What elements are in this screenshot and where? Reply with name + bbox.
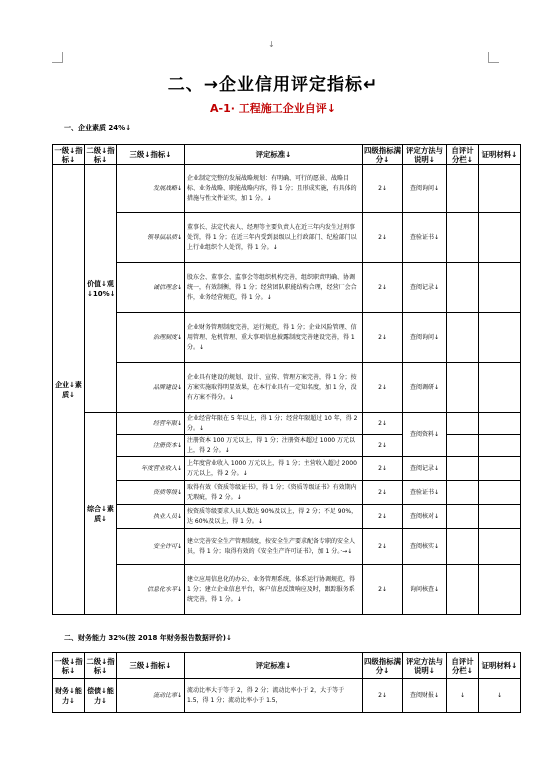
- table-header-row: [53, 653, 521, 679]
- evidence-cell: [479, 481, 521, 505]
- method-cell: 查阅调研↓: [403, 363, 447, 413]
- self-score-cell: [447, 263, 479, 313]
- evidence-cell: [479, 435, 521, 457]
- col-header: 一级↓指标↓: [54, 145, 83, 164]
- self-score-cell: ↓: [447, 679, 479, 713]
- score-cell: 2↓: [363, 363, 403, 413]
- method-cell: 查阅询问↓: [403, 313, 447, 363]
- level3-cell: 信息化水平↓: [117, 565, 185, 615]
- col-header: 评定标准↓: [185, 145, 363, 165]
- method-cell: 查阅询问↓: [403, 165, 447, 213]
- method-cell: 查阅记录↓: [403, 457, 447, 481]
- evidence-cell: [479, 457, 521, 481]
- score-cell: 2↓: [363, 435, 403, 457]
- method-cell: 查阅资料↓: [403, 413, 447, 457]
- score-cell: 2↓: [363, 213, 403, 263]
- col-header: 二级↓指标↓: [85, 653, 117, 679]
- col-header: 二级↓指标↓: [86, 145, 115, 164]
- level1-cell: 企业↓素质↓: [53, 165, 85, 615]
- evidence-cell: [479, 165, 521, 213]
- criteria-table-1: [52, 144, 521, 615]
- self-score-cell: [447, 457, 479, 481]
- level2-cell: 价值↓观↓10%↓: [85, 165, 117, 413]
- level3-cell: 经营年限↓: [117, 413, 185, 435]
- level2-cell: 偿债↓能力↓: [85, 679, 117, 713]
- self-score-cell: [447, 213, 479, 263]
- standard-cell: 按资质等级要求人员人数达 90%及以上，得 2 分；不足 90%，达 60%及以上，得 1 分。↓: [185, 505, 363, 529]
- col-header: 自评计分栏↓: [447, 653, 479, 679]
- table-row: [53, 263, 521, 313]
- self-score-cell: [447, 413, 479, 435]
- col-header: 评定方法与说明↓: [403, 145, 447, 165]
- evidence-cell: [479, 529, 521, 565]
- col-header: 评定方法与说明↓: [403, 653, 447, 679]
- standard-cell: 企业具有建设的规划、设计、宣传、管理方案完善，得 1 分；按方案实施取得明显效果，在本行业具有一定知名度，加 1 分，没有方案不得分。↓: [185, 363, 363, 413]
- method-cell: 查阅核实↓: [403, 529, 447, 565]
- header-mark: ↓: [268, 40, 275, 49]
- evidence-cell: ↓: [479, 679, 521, 713]
- evidence-cell: [479, 213, 521, 263]
- criteria-table-2: [52, 652, 521, 713]
- col-header: 证明材料↓: [479, 653, 521, 679]
- level3-cell: 领导层品质↓: [117, 213, 185, 263]
- level3-cell: 资质等级↓: [117, 481, 185, 505]
- evidence-cell: [479, 413, 521, 435]
- level3-cell: 流动比率↓: [117, 679, 185, 713]
- standard-cell: 股东会、董事会、监事会等组织机构完善，组织职责明确、协调统一，有效制衡，得 1 分；经营团队职能结构合理，经营厂会合作，业务经营规范，得 1 分。↓: [185, 263, 363, 313]
- level3-cell: 发展战略↓: [117, 165, 185, 213]
- standard-cell: 注册资本 100 万元以上，得 1 分；注册资本超过 1000 万元以上，得 2 分。↓: [185, 435, 363, 457]
- score-cell: 2↓: [363, 413, 403, 435]
- table-row: [53, 505, 521, 529]
- method-cell: 询问核查↓: [403, 565, 447, 615]
- score-cell: 2↓: [363, 481, 403, 505]
- method-cell: 查阅财报↓: [403, 679, 447, 713]
- table-row: [53, 213, 521, 263]
- self-score-cell: [447, 481, 479, 505]
- evidence-cell: [479, 313, 521, 363]
- level3-cell: 诚信理念↓: [117, 263, 185, 313]
- standard-cell: 企业制定完整的发展战略规划：有明确、可行的愿景、战略目标、业务战略、职能战略内容，得 1 分；且形成实施，有具体的措施与性文件证实，加 1 分。↓: [185, 165, 363, 213]
- score-cell: 2↓: [363, 313, 403, 363]
- table-row: [53, 413, 521, 435]
- method-cell: 查验证书↓: [403, 481, 447, 505]
- standard-cell: 上年度营业收入 1000 万元以上，得 1 分；主营收入超过 2000 万元以上，得 2 分。↓: [185, 457, 363, 481]
- standard-cell: 建立应用信息化的办公、业务管理系统，体系运行协调规范，得 1 分；建立企业信息平台，客户信息反馈响应及时，跟踪服务系统完善，得 1 分。↓: [185, 565, 363, 615]
- col-header: 自评计分栏↓: [447, 145, 479, 165]
- standard-cell: 流动比率大于等于 2，得 2 分；流动比率小于 2，大于等于 1.5，得 1 分；流动比率小于 1.5，: [185, 679, 363, 713]
- standard-cell: 企业经营年限在 5 年以上，得 1 分；经营年限超过 10 年，得 2 分。↓: [185, 413, 363, 435]
- score-cell: 2↓: [363, 565, 403, 615]
- corner-mark-top-left: [52, 52, 63, 63]
- score-cell: 2↓: [363, 263, 403, 313]
- table-row: [53, 457, 521, 481]
- level3-cell: 注册资本↓: [117, 435, 185, 457]
- self-score-cell: [447, 313, 479, 363]
- self-score-cell: [447, 505, 479, 529]
- level3-cell: 治理制度↓: [117, 313, 185, 363]
- self-score-cell: [447, 165, 479, 213]
- level3-cell: 年度营业收入↓: [117, 457, 185, 481]
- score-cell: 2↓: [363, 529, 403, 565]
- page-subtitle: A-1· 工程施工企业自评↓: [210, 102, 336, 115]
- corner-mark-top-right: [488, 52, 499, 63]
- level3-cell: 执业人员↓: [117, 505, 185, 529]
- table-row: [53, 565, 521, 615]
- col-header: 三级↓指标↓: [117, 145, 185, 165]
- score-cell: 2↓: [363, 505, 403, 529]
- col-header: 证明材料↓: [479, 145, 521, 165]
- standard-cell: 企业财务管理制度完善，运行规范，得 1 分；企业风险管理、信用管理、危机管理、重大事项信息披露制度完善建设完善，得 1 分。↓: [185, 313, 363, 363]
- method-cell: 查阅记录↓: [403, 263, 447, 313]
- evidence-cell: [479, 505, 521, 529]
- standard-cell: 建立完善安全生产管理制度，按安全生产要求配备专职的安全人员，得 1 分；取得有效的《安全生产许可证书》，加 1 分。·→↓: [185, 529, 363, 565]
- evidence-cell: [479, 263, 521, 313]
- method-cell: 查阅核对↓: [403, 505, 447, 529]
- table-header-row: [53, 145, 521, 165]
- level1-cell: 财务↓能力↓: [53, 679, 85, 713]
- standard-cell: 取得有效《资质等级证书》，得 1 分；《资质等级证书》有效期内无瑕疵，得 2 分。↓: [185, 481, 363, 505]
- self-score-cell: [447, 529, 479, 565]
- table-row: [53, 435, 521, 457]
- col-header: 四级指标满分↓: [363, 653, 403, 679]
- level2-cell: 综合↓素质↓: [85, 413, 117, 615]
- page-title: 二、→企业信用评定指标↵: [167, 75, 379, 95]
- method-cell: 查验证书↓: [403, 213, 447, 263]
- table-row: [53, 363, 521, 413]
- col-header: 评定标准↓: [185, 653, 363, 679]
- score-cell: 2↓: [363, 679, 403, 713]
- score-cell: 2↓: [363, 165, 403, 213]
- evidence-cell: [479, 565, 521, 615]
- table-row: [53, 679, 521, 713]
- table-row: [53, 529, 521, 565]
- level3-cell: 品牌建设↓: [117, 363, 185, 413]
- level3-cell: 安全许可↓: [117, 529, 185, 565]
- evidence-cell: [479, 363, 521, 413]
- col-header: 一级↓指标↓: [53, 653, 85, 679]
- section1-heading: 一、企业素质 24%↓: [64, 124, 132, 132]
- col-header: 四级指标满分↓: [364, 145, 401, 164]
- self-score-cell: [447, 565, 479, 615]
- score-cell: 2↓: [363, 457, 403, 481]
- self-score-cell: [447, 435, 479, 457]
- standard-cell: 董事长、法定代表人、经理等主要负责人在近三年内发生过刑事处罚，得 1 分；在近三年内受到县级以上行政部门、纪检部门以上行业组织个人处罚，得 1 分。↓: [185, 213, 363, 263]
- section2-heading: 二、财务能力 32%(按 2018 年财务报告数据评价)↓: [64, 634, 232, 642]
- table-row: [53, 165, 521, 213]
- self-score-cell: [447, 363, 479, 413]
- table-row: [53, 481, 521, 505]
- table-row: [53, 313, 521, 363]
- col-header: 三级↓指标↓: [117, 653, 185, 679]
